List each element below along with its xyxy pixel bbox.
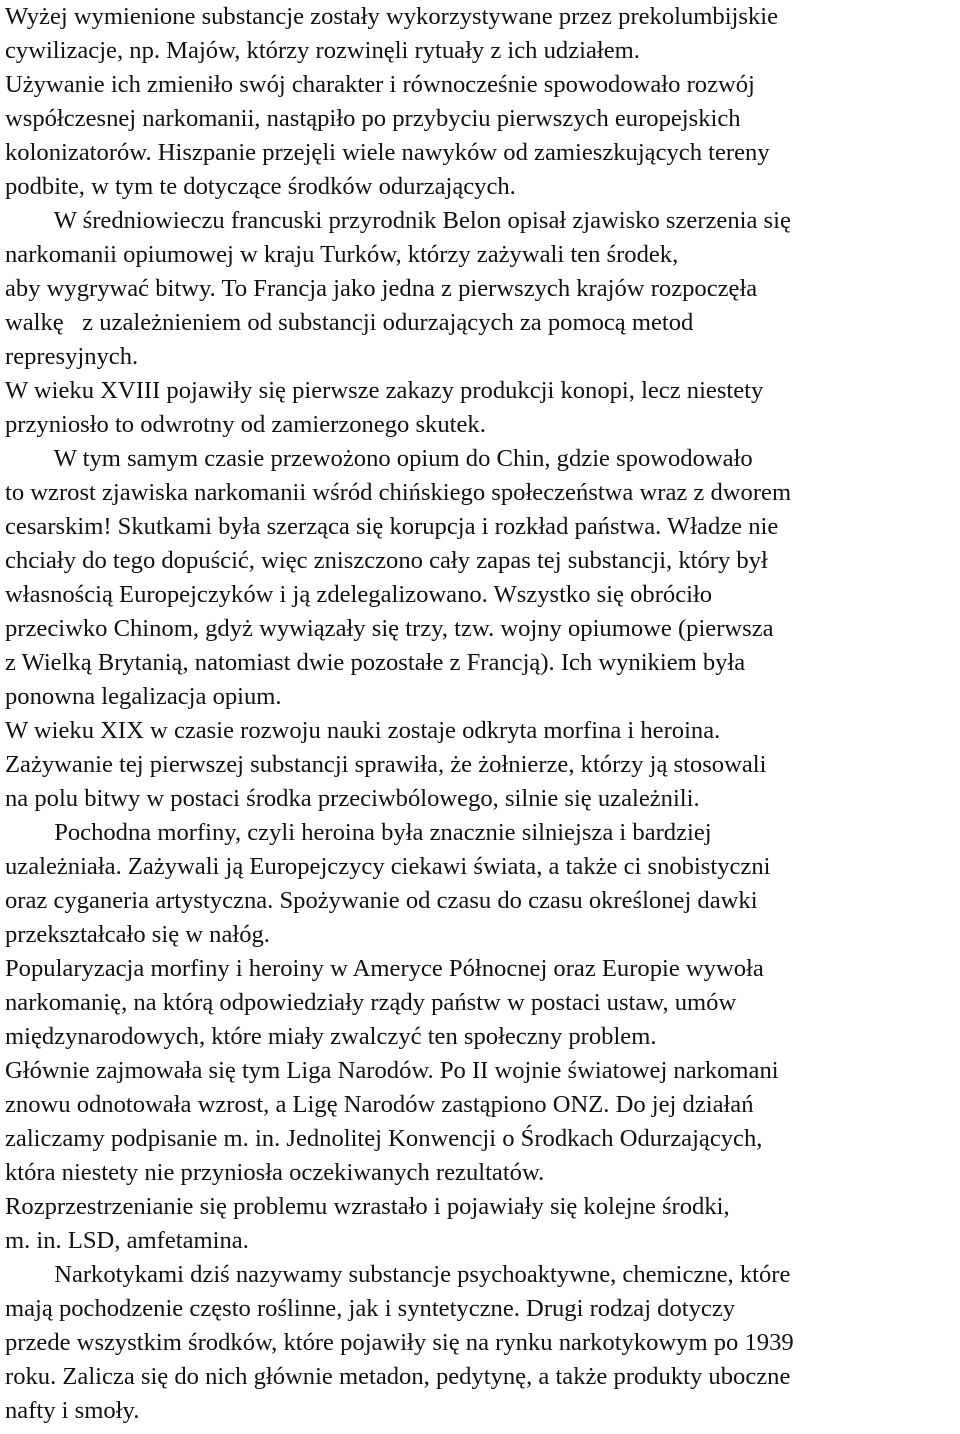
text-line: m. in. LSD, amfetamina. [5,1227,249,1254]
text-line: zaliczamy podpisanie m. in. Jednolitej Konwencji o Środkach Odurzających, [5,1125,763,1152]
text-line: Wyżej wymienione substancje zostały wykorzystywane przez prekolumbijskie [5,3,778,30]
text-line: W tym samym czasie przewożono opium do Chin, gdzie spowodowało [5,445,753,472]
text-line: na polu bitwy w postaci środka przeciwbólowego, silnie się uzależnili. [5,785,700,812]
text-line: cesarskim! Skutkami była szerząca się korupcja i rozkład państwa. Władze nie [5,513,779,540]
text-line: która niestety nie przyniosła oczekiwanych rezultatów. [5,1159,545,1186]
text-line: przyniosło to odwrotny od zamierzonego skutek. [5,411,486,438]
text-line: narkomanię, na którą odpowiedziały rządy państw w postaci ustaw, umów [5,989,737,1016]
text-line: przekształcało się w nałóg. [5,921,270,948]
text-line: represyjnych. [5,343,139,370]
text-line: własnością Europejczyków i ją zdelegalizowano. Wszystko się obróciło [5,581,713,608]
text-line: cywilizacje, np. Majów, którzy rozwinęli rytuały z ich udziałem. [5,37,640,64]
text-line: uzależniała. Zażywali ją Europejczycy ciekawi świata, a także ci snobistyczni [5,853,771,880]
text-line: to wzrost zjawiska narkomanii wśród chińskiego społeczeństwa wraz z dworem [5,479,792,506]
text-line: W wieku XIX w czasie rozwoju nauki zostaje odkryta morfina i heroina. [5,717,721,744]
text-line: W średniowieczu francuski przyrodnik Belon opisał zjawisko szerzenia się [5,207,791,234]
text-line: Używanie ich zmieniło swój charakter i równocześnie spowodowało rozwój [5,71,755,98]
text-line: znowu odnotowała wzrost, a Ligę Narodów zastąpiono ONZ. Do jej działań [5,1091,754,1118]
text-line: kolonizatorów. Hiszpanie przejęli wiele nawyków od zamieszkujących tereny [5,139,770,166]
text-line: międzynarodowych, które miały zwalczyć ten społeczny problem. [5,1023,657,1050]
text-line: oraz cyganeria artystyczna. Spożywanie od czasu do czasu określonej dawki [5,887,758,914]
text-line: Pochodna morfiny, czyli heroina była znacznie silniejsza i bardziej [5,819,712,846]
text-line: aby wygrywać bitwy. To Francja jako jedna z pierwszych krajów rozpoczęła [5,275,758,302]
text-line: mają pochodzenie często roślinne, jak i syntetyczne. Drugi rodzaj dotyczy [5,1295,736,1322]
text-line: przeciwko Chinom, gdyż wywiązały się trzy, tzw. wojny opiumowe (pierwsza [5,615,774,642]
text-line: W wieku XVIII pojawiły się pierwsze zakazy produkcji konopi, lecz niestety [5,377,764,404]
text-line: roku. Zalicza się do nich głównie metadon, pedytynę, a także produkty uboczne [5,1363,791,1390]
text-line: Narkotykami dziś nazywamy substancje psychoaktywne, chemiczne, które [5,1261,791,1288]
text-line: podbite, w tym te dotyczące środków odurzających. [5,173,516,200]
text-line: walkę z uzależnieniem od substancji odurzających za pomocą metod [5,309,694,336]
text-line: narkomanii opiumowej w kraju Turków, którzy zażywali ten środek, [5,241,679,268]
text-line: przede wszystkim środków, które pojawiły się na rynku narkotykowym po 1939 [5,1329,794,1356]
text-line: z Wielką Brytanią, natomiast dwie pozostałe z Francją). Ich wynikiem była [5,649,746,676]
text-line: Rozprzestrzenianie się problemu wzrastało i pojawiały się kolejne środki, [5,1193,730,1220]
text-line: Popularyzacja morfiny i heroiny w Ameryce Północnej oraz Europie wywoła [5,955,764,982]
text-line: nafty i smoły. [5,1397,140,1424]
text-line: Zażywanie tej pierwszej substancji sprawiła, że żołnierze, którzy ją stosowali [5,751,767,778]
text-line: współczesnej narkomanii, nastąpiło po przybyciu pierwszych europejskich [5,105,741,132]
text-line: ponowna legalizacja opium. [5,683,282,710]
text-line: chciały do tego dopuścić, więc zniszczono cały zapas tej substancji, który był [5,547,768,574]
text-line: Głównie zajmowała się tym Liga Narodów. Po II wojnie światowej narkomani [5,1057,779,1084]
